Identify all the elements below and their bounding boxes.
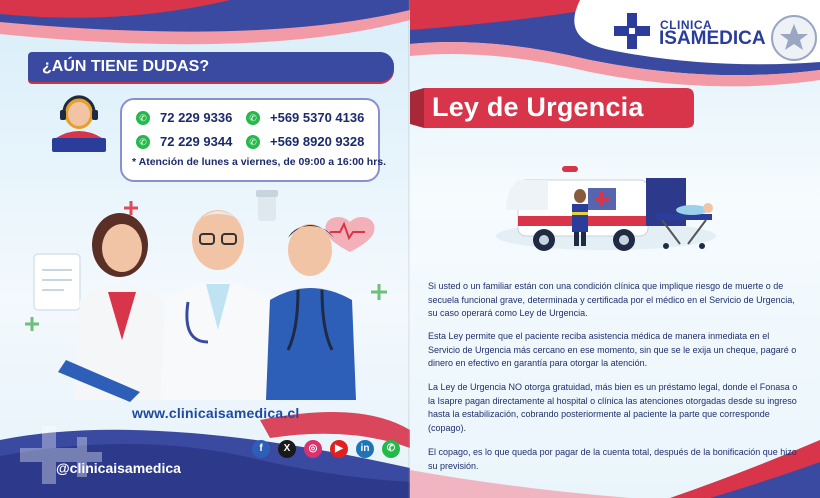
whatsapp-social-icon[interactable]: ✆ xyxy=(382,440,400,458)
linkedin-icon[interactable]: in xyxy=(356,440,374,458)
article-paragraph-1: Si usted o un familiar están con una condición clínica que implique riesgo de muerte o de secuela funcional grave, determinada y certificada por el médico en el Servicio de Urgencia, su caso operará como Ley de Urgencia. xyxy=(428,281,795,318)
phone-number-2[interactable]: 72 229 9344 xyxy=(160,134,233,149)
website-link[interactable]: www.clinicaisamedica.cl xyxy=(132,405,300,421)
phone-number-1[interactable]: 72 229 9336 xyxy=(160,110,233,125)
faq-banner-title: ¿AÚN TIENE DUDAS? xyxy=(42,58,210,75)
facebook-icon[interactable]: f xyxy=(252,440,270,458)
office-hours: * Atención de lunes a viernes, de 09:00 a 16:00 hrs. xyxy=(132,156,387,168)
page-title: Ley de Urgencia xyxy=(432,92,644,122)
whatsapp-icon: ✆ xyxy=(246,111,260,125)
operator-illustration xyxy=(46,90,112,154)
phone-icon: ✆ xyxy=(136,111,150,125)
instagram-icon[interactable]: ◎ xyxy=(304,440,322,458)
article-paragraph-2: Esta Ley permite que el paciente reciba asistencia médica de manera inmediata en el Servicio de Urgencia más cercano en ese momento, sin que se le exija un cheque, pagaré o dinero en efectivo en garantía para otorgar la atención. xyxy=(428,331,797,368)
whatsapp-number-1[interactable]: +569 5370 4136 xyxy=(270,110,365,125)
phone-icon: ✆ xyxy=(136,135,150,149)
brand-logo-name: ISAMEDICA xyxy=(659,28,766,49)
article-paragraph-3: La Ley de Urgencia NO otorga gratuidad, más bien es un préstamo legal, donde el Fonasa o la Isapre pagan directamente al hospital o clínica las atenciones otorgadas desde su ingreso hasta la estabilización, cobrando posteriormente al paciente la parte que corresponde (copago). xyxy=(428,382,798,433)
article-paragraph-4: El copago, es lo que queda por pagar de la cuenta total, después de la bonificación que hizo su previsión. xyxy=(428,447,797,471)
x-icon[interactable]: X xyxy=(278,440,296,458)
faq-banner xyxy=(28,52,394,82)
brand-prefix: CLINICA xyxy=(660,18,713,32)
whatsapp-number-2[interactable]: +569 8920 9328 xyxy=(270,134,365,149)
right-panel xyxy=(410,0,820,498)
whatsapp-icon: ✆ xyxy=(246,135,260,149)
youtube-icon[interactable]: ▶ xyxy=(330,440,348,458)
social-handle[interactable]: @clinicaisamedica xyxy=(56,460,181,476)
